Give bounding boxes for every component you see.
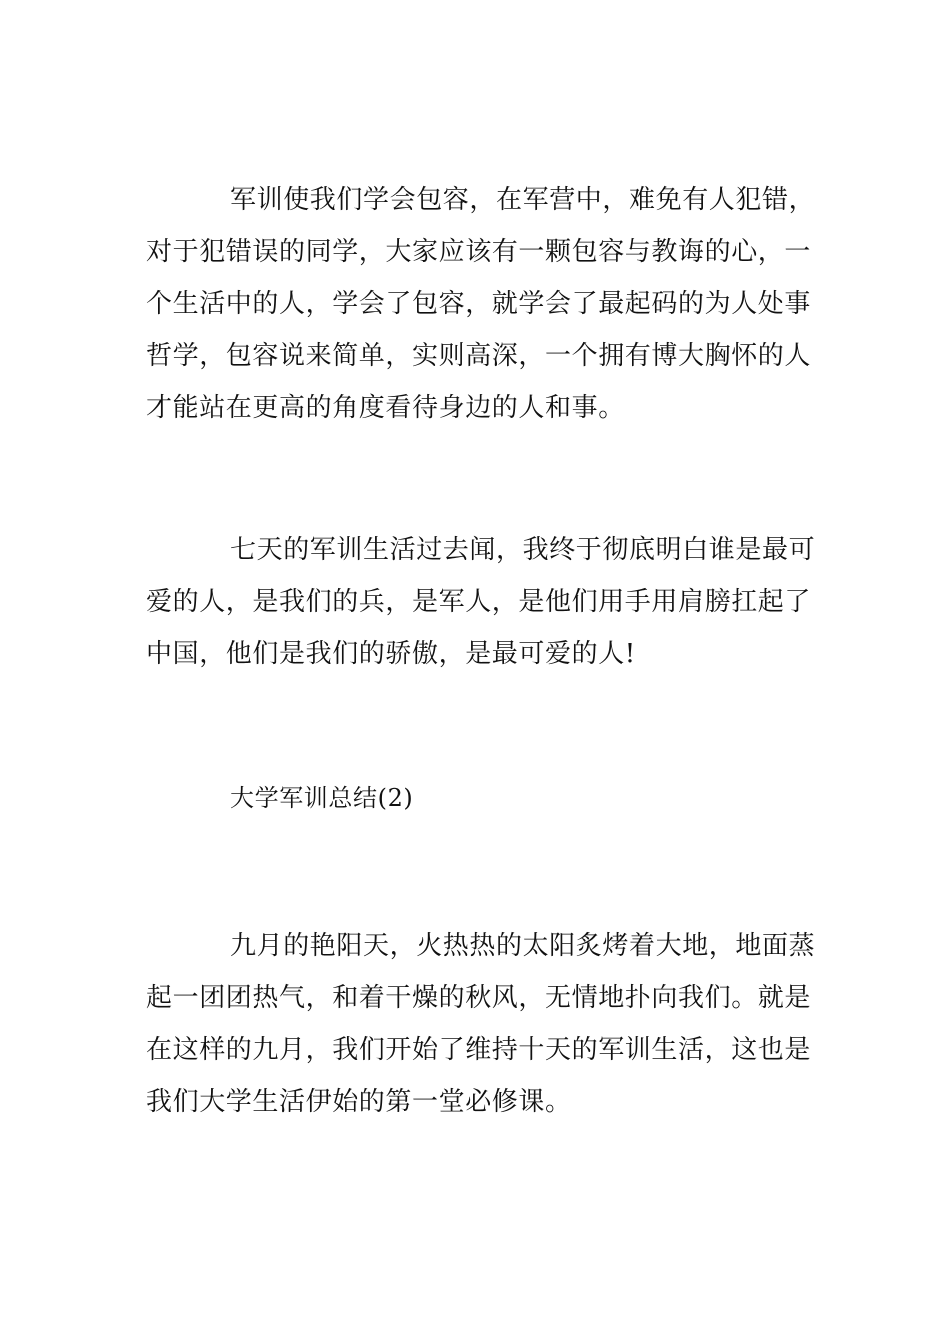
paragraph-line: 军训使我们学会包容，在军营中，难免有人犯错， [230, 185, 816, 215]
paragraph-soldiers [146, 524, 816, 680]
section-heading-text: 大学军训总结(2) [230, 784, 414, 812]
section-heading [146, 772, 808, 824]
paragraph-line: 七天的军训生活过去闻，我终于彻底明白谁是最可 [230, 535, 816, 565]
paragraph-line: 才能站在更高的角度看待身边的人和事。 [146, 393, 625, 423]
paragraph-tolerance [146, 174, 816, 434]
paragraph-september [146, 920, 816, 1128]
paragraph-line: 在这样的九月，我们开始了维持十天的军训生活，这也是 [146, 1035, 812, 1065]
paragraph-line: 起一团团热气，和着干燥的秋风，无情地扑向我们。就是 [146, 983, 812, 1013]
paragraph-line: 九月的艳阳天，火热热的太阳炙烤着大地，地面蒸 [230, 931, 816, 961]
paragraph-line: 对于犯错误的同学，大家应该有一颗包容与教诲的心，一 [146, 237, 812, 267]
paragraph-line: 我们大学生活伊始的第一堂必修课。 [146, 1087, 572, 1117]
paragraph-line: 哲学，包容说来简单，实则高深，一个拥有博大胸怀的人 [146, 341, 812, 371]
paragraph-line: 爱的人，是我们的兵，是军人，是他们用手用肩膀扛起了 [146, 587, 812, 617]
paragraph-line: 个生活中的人，学会了包容，就学会了最起码的为人处事 [146, 289, 812, 319]
paragraph-line: 中国，他们是我们的骄傲，是最可爱的人! [146, 639, 636, 669]
